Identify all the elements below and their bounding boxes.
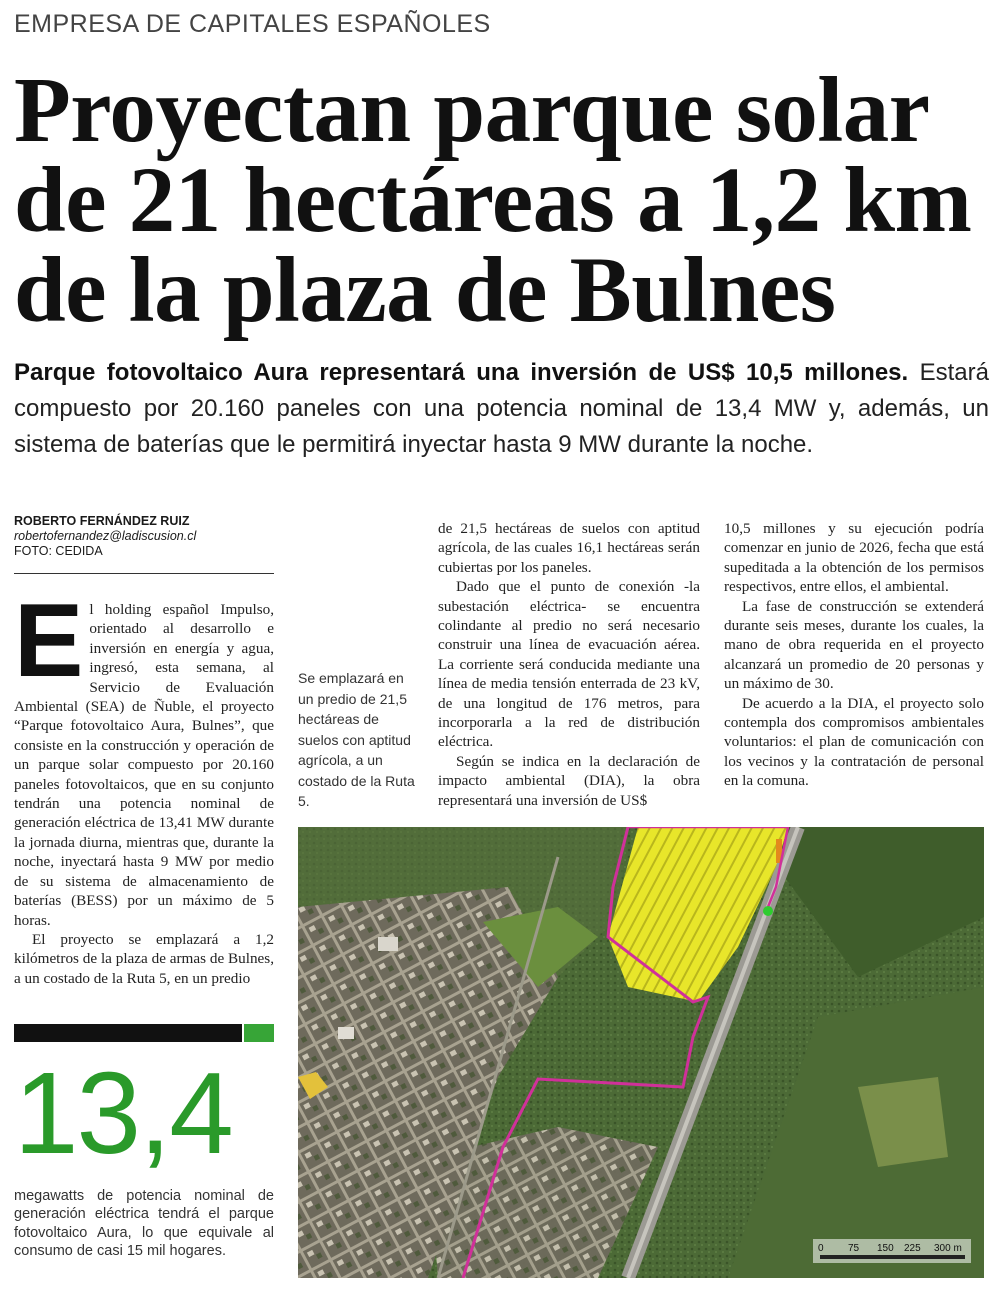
stat-bar [14, 1024, 274, 1042]
author-name: ROBERTO FERNÁNDEZ RUIZ [14, 514, 190, 528]
byline [14, 514, 196, 559]
scale-label: 150 [877, 1243, 894, 1254]
author-email: robertofernandez@ladiscusion.cl [14, 529, 197, 543]
deck-lead: Parque fotovoltaico Aura representará una inversión de US$ 10,5 millones. [14, 359, 909, 386]
headline-line-1: Proyectan parque solar [14, 59, 930, 162]
stat-bar-black [14, 1024, 242, 1042]
scale-label: 0 [818, 1243, 824, 1254]
body-column-2 [438, 519, 700, 810]
scale-label: 75 [848, 1243, 860, 1254]
paragraph-6: De acuerdo a la DIA, el proyecto solo contempla dos compromisos ambientales voluntarios: el plan de comunicación con los vecinos y la contratación de personal en la comuna. [724, 694, 984, 790]
paragraph-4-end: 10,5 millones y su ejecución podría comenzar en junio de 2026, fecha que está supeditada a la obtención de los permisos respectivos, entre ellos, el ambiental. [724, 520, 984, 596]
scale-label: 225 [904, 1243, 921, 1254]
deck-rest: Estará compuesto por 20.160 paneles con una potencia nominal de 13,4 MW y, además, un sistema de baterías que le permitirá inyectar hasta 9 MW durante la noche. [14, 359, 989, 458]
deck [14, 355, 989, 463]
stat-description: megawatts de potencia nominal de generación eléctrica tendrá el parque fotovoltaico Aura, lo que equivale al consumo de casi 15 mil hogares. [14, 1188, 274, 1259]
section-kicker: EMPRESA DE CAPITALES ESPAÑOLES [14, 10, 491, 38]
stat-bar-green [244, 1024, 274, 1042]
paragraph-2-end: de 21,5 hectáreas de suelos con aptitud agrícola, de las cuales 16,1 hectáreas serán cubiertas por los paneles. [438, 520, 700, 576]
building [378, 937, 398, 951]
paragraph-1: l holding español Impulso, orientado al desarrollo e inversión en energía y agua, ingresó, esta semana, al Servicio de Evaluación Ambiental (SEA) de Ñuble, el proyecto “Parque fotovoltaico Aura, Bulnes”, que consiste en la construcción y operación de un parque solar compuesto por 20.160 paneles fotovoltaicos, que en su conjunto tendrán una potencia nominal de generación eléctrica de 13,41 MW durante la jornada diurna, mientras que, durante la noche, inyectará hasta 9 MW por medio de su sistema de almacenamiento de baterías (BESS) por un máximo de 5 horas. [14, 601, 274, 929]
headline [14, 59, 994, 342]
paragraph-3: Dado que el punto de conexión -la subestación eléctrica- se encuentra colindante al predio no será necesario construir una línea de evacuación aérea. La corriente será conducida mediante una línea de media tensión enterrada de 23 kV, de una longitud de 176 metros, para incorporarla a la red de distribución eléctrica. [438, 578, 700, 751]
building [338, 1027, 354, 1039]
photo-caption: Se emplazará en un predio de 21,5 hectáreas de suelos con aptitud agrícola, a un costado de la Ruta 5. [298, 670, 415, 809]
paragraph-4-start: Según se indica en la declaración de impacto ambiental (DIA), la obra representará una inversión de US$ [438, 752, 700, 809]
paragraph-2-start: El proyecto se emplazará a 1,2 kilómetros de la plaza de armas de Bulnes, a un costado de la Ruta 5, en un predio [14, 930, 274, 987]
scale-bar [820, 1255, 965, 1259]
body-column-1 [14, 583, 274, 988]
drop-cap: E [14, 583, 84, 699]
aerial-map-image [298, 827, 984, 1278]
substation-marker [763, 906, 773, 916]
paragraph-5: La fase de construcción se extenderá durante seis meses, durante los cuales, la mano de obra requerida en el proyecto alcanzará un promedio de 20 personas y un máximo de 30. [724, 597, 984, 693]
stat-value: 13,4 [14, 1048, 232, 1178]
body-column-3 [724, 519, 984, 791]
byline-divider [14, 573, 274, 574]
headline-line-3: de la plaza de Bulnes [14, 239, 836, 342]
photo-credit: FOTO: CEDIDA [14, 544, 103, 558]
headline-line-2: de 21 hectáreas a 1,2 km [14, 149, 972, 252]
scale-label: 300 m [934, 1243, 962, 1254]
